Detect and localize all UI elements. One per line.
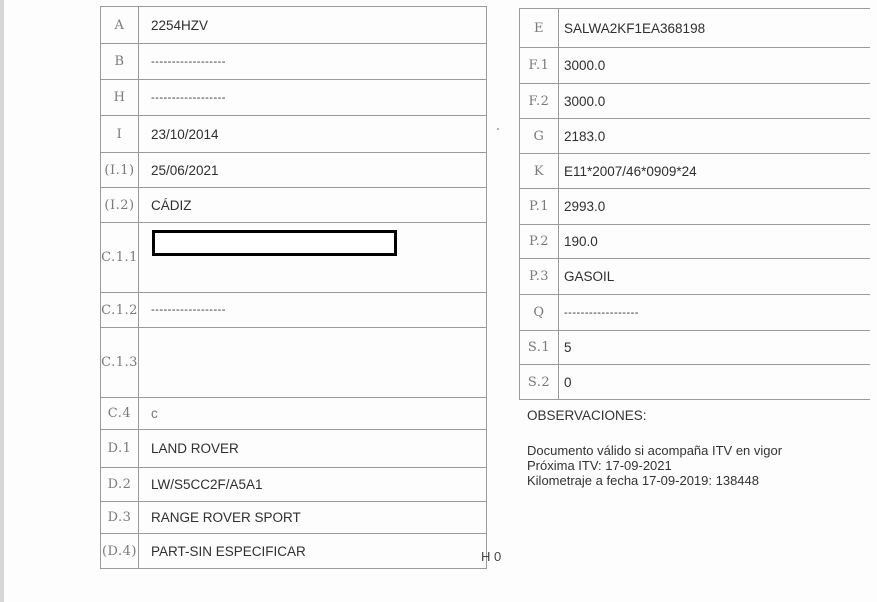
field-value: 2183.0 xyxy=(559,119,870,154)
field-code: P.3 xyxy=(520,259,559,295)
field-row-i2 xyxy=(101,188,487,223)
field-code: K xyxy=(520,154,559,189)
field-value: 3000.0 xyxy=(559,84,870,119)
field-row-q xyxy=(520,295,870,331)
field-value: ------------------ xyxy=(139,44,487,80)
field-value: LW/S5CC2F/A5A1 xyxy=(139,468,487,502)
field-value: PART-SIN ESPECIFICAR xyxy=(139,534,487,569)
field-row-c13 xyxy=(101,328,487,398)
observations-text xyxy=(527,443,782,488)
field-code: C.4 xyxy=(101,398,139,430)
field-code: (I.2) xyxy=(101,188,139,223)
field-row-d3 xyxy=(101,502,487,534)
field-row-f1 xyxy=(520,48,870,84)
field-code: E xyxy=(520,9,559,48)
scan-edge xyxy=(0,0,4,602)
field-value: 190.0 xyxy=(559,225,870,259)
field-code: S.1 xyxy=(520,331,559,365)
field-row-p1 xyxy=(520,189,870,225)
field-row-d1 xyxy=(101,430,487,468)
field-code: P.2 xyxy=(520,225,559,259)
field-code: (D.4) xyxy=(101,534,139,569)
observation-line: Kilometraje a fecha 17-09-2019: 138448 xyxy=(527,473,759,488)
field-code: B xyxy=(101,44,139,80)
field-row-e xyxy=(520,9,870,48)
field-code: C.1.2 xyxy=(101,293,139,328)
field-code: A xyxy=(101,7,139,44)
field-row-i1 xyxy=(101,153,487,188)
field-value: 2993.0 xyxy=(559,189,870,225)
field-value xyxy=(139,328,487,398)
field-code: F.2 xyxy=(520,84,559,119)
field-row-g xyxy=(520,119,870,154)
field-value: 23/10/2014 xyxy=(139,116,487,153)
field-row-s1 xyxy=(520,331,870,365)
field-code: S.2 xyxy=(520,365,559,400)
field-row-d4 xyxy=(101,534,487,569)
observations-title: OBSERVACIONES: xyxy=(527,408,647,423)
scan-speck xyxy=(497,128,499,130)
field-value: 2254HZV xyxy=(139,7,487,44)
field-code: C.1.1 xyxy=(101,223,139,293)
field-row-h xyxy=(101,80,487,116)
field-value: 3000.0 xyxy=(559,48,870,84)
field-row-p3 xyxy=(520,259,870,295)
field-value: LAND ROVER xyxy=(139,430,487,468)
field-code: Q xyxy=(520,295,559,331)
field-value: RANGE ROVER SPORT xyxy=(139,502,487,534)
field-row-f2 xyxy=(520,84,870,119)
field-value: 0 xyxy=(559,365,870,400)
field-row-c4 xyxy=(101,398,487,430)
field-row-a xyxy=(101,7,487,44)
field-row-c12 xyxy=(101,293,487,328)
field-value: ------------------ xyxy=(139,80,487,116)
redacted-box xyxy=(152,230,397,256)
field-code: I xyxy=(101,116,139,153)
field-row-s2 xyxy=(520,365,870,400)
observation-line: Documento válido si acompaña ITV en vigor xyxy=(527,443,783,458)
field-code: D.3 xyxy=(101,502,139,534)
field-value: E11*2007/46*0909*24 xyxy=(559,154,870,189)
field-row-p2 xyxy=(520,225,870,259)
field-code: D.1 xyxy=(101,430,139,468)
field-code: G xyxy=(520,119,559,154)
field-code: H xyxy=(101,80,139,116)
field-code: P.1 xyxy=(520,189,559,225)
field-value: SALWA2KF1EA368198 xyxy=(559,9,870,48)
field-value: 5 xyxy=(559,331,870,365)
field-code: F.1 xyxy=(520,48,559,84)
field-value: 25/06/2021 xyxy=(139,153,487,188)
field-row-b xyxy=(101,44,487,80)
left-registration-table xyxy=(100,6,487,569)
right-registration-table xyxy=(519,8,870,400)
field-value: CÁDIZ xyxy=(139,188,487,223)
field-value: ------------------ xyxy=(139,293,487,328)
field-value: ------------------ xyxy=(559,295,870,331)
observation-line: Próxima ITV: 17-09-2021 xyxy=(527,458,672,473)
field-code: C.1.3 xyxy=(101,328,139,398)
field-value: c xyxy=(139,398,487,430)
field-row-i xyxy=(101,116,487,153)
field-code: (I.1) xyxy=(101,153,139,188)
field-code: D.2 xyxy=(101,468,139,502)
d4-suffix: H 0 xyxy=(481,549,502,564)
field-row-d2 xyxy=(101,468,487,502)
field-value: GASOIL xyxy=(559,259,870,295)
field-row-k xyxy=(520,154,870,189)
